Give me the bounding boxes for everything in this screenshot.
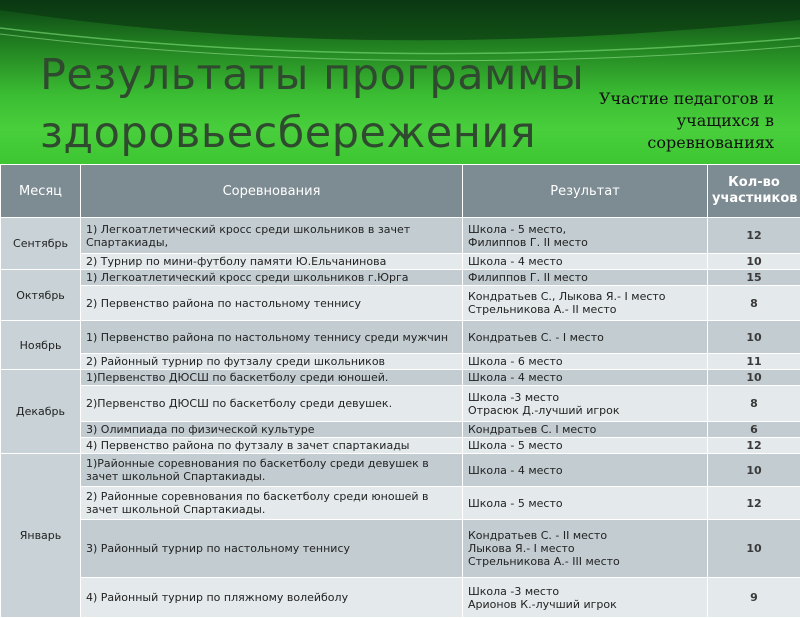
competition-cell: 4) Первенство района по футзалу в зачет спартакиады [81,438,463,454]
table-row [1,386,800,422]
header-result: Результат [463,165,708,218]
table-row [1,578,800,618]
count-cell: 8 [708,286,800,321]
subtitle-line-3: соревнованиях [564,132,774,154]
result-cell [463,218,708,254]
results-table [0,164,800,618]
result-cell: Школа - 4 место [463,370,708,386]
result-line: Стрельникова А.- III место [468,555,702,568]
result-line: Кондратьев С., Лыкова Я.- I место [468,290,702,303]
slide-subtitle [564,88,774,154]
competition-cell: 1)Районные соревнования по баскетболу среди девушек в зачет школьной Спартакиады. [81,454,463,487]
table-row [1,218,800,254]
slide-title [40,46,600,162]
result-cell [463,286,708,321]
result-cell [463,386,708,422]
count-cell: 15 [708,270,800,286]
header-competition: Соревнования [81,165,463,218]
result-line: Школа - 5 место, [468,223,702,236]
table-row [1,270,800,286]
table-row [1,520,800,578]
month-cell-january: Январь [1,454,81,618]
result-cell: Кондратьев С. I место [463,422,708,438]
count-cell: 10 [708,520,800,578]
result-cell: Филиппов Г. II место [463,270,708,286]
count-cell: 6 [708,422,800,438]
title-line-1: Результаты программы [40,46,600,104]
count-cell: 12 [708,438,800,454]
table-row [1,321,800,354]
month-cell-september: Сентябрь [1,218,81,270]
result-line: Школа -3 место [468,391,702,404]
table-row [1,422,800,438]
competition-cell: 2) Турнир по мини-футболу памяти Ю.Ельчанинова [81,254,463,270]
competition-cell: 4) Районный турнир по пляжному волейболу [81,578,463,618]
result-cell: Школа - 5 место [463,438,708,454]
table-row [1,370,800,386]
table-row [1,354,800,370]
result-cell [463,578,708,618]
competition-cell: 2) Районные соревнования по баскетболу среди юношей в зачет школьной Спартакиады. [81,487,463,520]
result-line: Кондратьев С. - II место [468,529,702,542]
competition-cell: 3) Районный турнир по настольному теннису [81,520,463,578]
competition-cell: 2)Первенство ДЮСШ по баскетболу среди девушек. [81,386,463,422]
competition-cell: 1) Первенство района по настольному теннису среди мужчин [81,321,463,354]
table-row [1,454,800,487]
header-month: Месяц [1,165,81,218]
table-row [1,286,800,321]
table-header-row [1,165,800,218]
count-cell: 9 [708,578,800,618]
table-row [1,438,800,454]
table-row [1,254,800,270]
competition-cell: 1)Первенство ДЮСШ по баскетболу среди юношей. [81,370,463,386]
result-cell: Школа - 6 место [463,354,708,370]
result-cell: Школа - 4 место [463,454,708,487]
competition-cell: 1) Легкоатлетический кросс среди школьников в зачет Спартакиады, [81,218,463,254]
competition-cell: 2) Районный турнир по футзалу среди школьников [81,354,463,370]
count-cell: 10 [708,454,800,487]
result-line: Школа -3 место [468,585,702,598]
subtitle-line-1: Участие педагогов и [564,88,774,110]
result-cell: Школа - 4 место [463,254,708,270]
count-cell: 10 [708,321,800,354]
count-cell: 8 [708,386,800,422]
competition-cell: 3) Олимпиада по физической культуре [81,422,463,438]
header-count: Кол-во участников [708,165,800,218]
result-cell: Школа - 5 место [463,487,708,520]
subtitle-line-2: учащихся в [564,110,774,132]
count-cell: 10 [708,254,800,270]
result-line: Стрельникова А.- II место [468,303,702,316]
result-line: Лыкова Я.- I место [468,542,702,555]
month-cell-november: Ноябрь [1,321,81,370]
result-line: Отрасюк Д.-лучший игрок [468,404,702,417]
count-cell: 10 [708,370,800,386]
count-cell: 12 [708,487,800,520]
month-cell-october: Октябрь [1,270,81,321]
competition-cell: 1) Легкоатлетический кросс среди школьников г.Юрга [81,270,463,286]
month-cell-december: Декабрь [1,370,81,454]
result-line: Филиппов Г. II место [468,236,702,249]
title-line-2: здоровьесбережения [40,104,600,162]
count-cell: 12 [708,218,800,254]
table-row [1,487,800,520]
result-line: Арионов К.-лучший игрок [468,598,702,611]
result-cell: Кондратьев С. - I место [463,321,708,354]
count-cell: 11 [708,354,800,370]
competition-cell: 2) Первенство района по настольному теннису [81,286,463,321]
result-cell [463,520,708,578]
